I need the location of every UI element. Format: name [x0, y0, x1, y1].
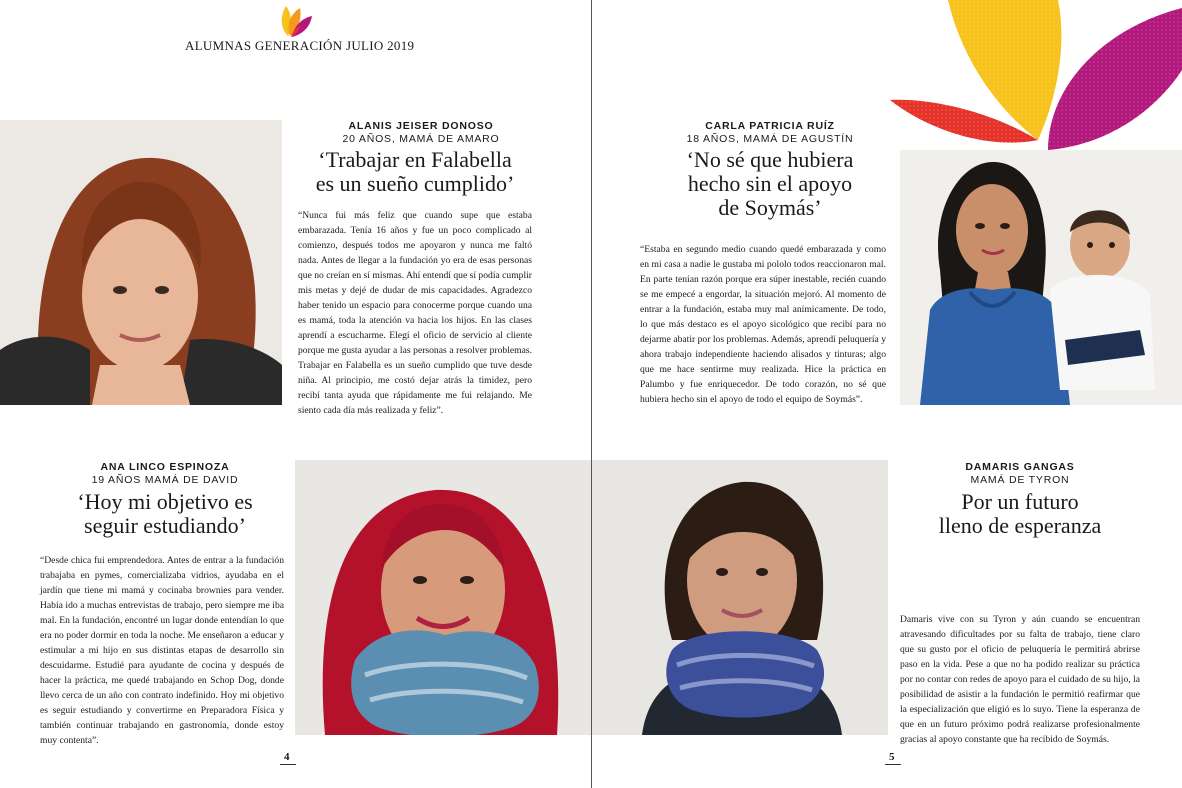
photo-alanis [0, 120, 282, 405]
profile-body: “Nunca fui más feliz que cuando supe que estaba embarazada. Tenía 16 años y fue un poco complicado al comienzo, después todos me apoyaron y nunca me faltó nada. Antes de llegar a la fundación yo era de esas personas que no creían en sí mismas. Ahí entendí que sí podía cumplir mis metas y dejé de dudar de mis capacidades. Agradezco haber tenido un espacio para conocerme porque cuando una es mamá, toda la atención va hacia los hijos. En las clases aprendí a escucharme. Elegí el oficio de servicio al cliente porque me gusta ayudar a las personas a resolver problemas. Trabajar en Falabella es un sueño cumplido que tuve desde niña. Al principio, me costó dejar atrás la timidez, pero recibí tanta ayuda que rápidamente me fui relajando. Me siento cada día más realizada y feliz”. [298, 210, 532, 416]
page-number-rule [280, 764, 296, 765]
page-number-rule [885, 764, 901, 765]
profile-headline: ‘No sé que hubiera hecho sin el apoyo de Soymás’ [686, 147, 854, 220]
page-number-left: 4 [284, 751, 290, 763]
profile-headline: ‘Hoy mi objetivo es seguir estudiando’ [77, 489, 253, 538]
profile-subtitle: 20 AÑOS, MAMÁ DE AMARO [342, 133, 500, 145]
profile-name: CARLA PATRICIA RUÍZ [705, 120, 835, 132]
photo-ana [295, 460, 591, 735]
section-header: ALUMNAS GENERACIÓN JULIO 2019 [185, 38, 415, 53]
soymas-logo-icon [276, 2, 316, 40]
profile-name: ALANIS JEISER DONOSO [348, 120, 494, 132]
page-number-right: 5 [889, 751, 895, 763]
profile-subtitle: 19 AÑOS MAMÁ DE DAVID [91, 474, 239, 486]
decorative-leaves-icon [888, 0, 1182, 150]
profile-name: ANA LINCO ESPINOZA [100, 461, 230, 473]
photo-damaris [592, 460, 888, 735]
profile-subtitle: 18 AÑOS, MAMÁ DE AGUSTÍN [686, 133, 854, 145]
profile-name: DAMARIS GANGAS [965, 461, 1075, 473]
profile-body: “Estaba en segundo medio cuando quedé embarazada y como en mi casa a nadie le gustaba mi pololo todos reaccionaron mal. En parte tenían razón porque era súper inestable, recién cuando se me empecé a engordar, la situación mejoró. Al momento de entrar a la fundación, estaba muy mal anímicamente. De todo, lo que más destaco es el apoyo sicológico que recibí para no dejarme abatir por los problemas. Además, aprendí peluquería y ahora trabajo independiente haciendo alisados y tinturas; algo que me hace sentirme muy realizada. Hice la práctica en Palumbo y fue enriquecedor. De todo corazón, no sé que hubiera hecho sin el apoyo de todo el equipo de Soymás”. [640, 244, 886, 405]
profile-headline: ‘Trabajar en Falabella es un sueño cumplido’ [315, 147, 515, 196]
profile-body: Damaris vive con su Tyron y aún cuando se encuentran atravesando dificultades por su falta de trabajo, tiene claro que su gusto por el oficio de peluquería le permitirá abrirse paso en la vida. Pese a que no ha podido realizar su práctica por no contar con redes de apoyo para el cuidado de su hijo, la posibilidad de asistir a la fundación le permitió reafirmar que la especialización que eligió es lo suyo. Tiene la esperanza de que en un futuro próximo podrá realizarse profesionalmente gracias al apoyo constante que ha recibido de Soymás. [900, 614, 1140, 745]
photo-carla [900, 150, 1182, 405]
profile-subtitle: MAMÁ DE TYRON [970, 474, 1070, 486]
profile-headline: Por un futuro lleno de esperanza [938, 489, 1102, 538]
profile-body: “Desde chica fui emprendedora. Antes de entrar a la fundación trabajaba en pymes, comercializaba vidrios, ayudaba en el jardín que tiene mi mamá y cocinaba brownies para vender. Había ido a muchas entrevistas de trabajo, pero siempre me iba mal. En la fundación, encontré un lugar donde entendían lo que era no poder dormir en toda la noche. Me enseñaron a educar y estimular a mi hijo en sus distintas etapas de desarrollo sin descuidarme. Estudié para ayudante de cocina y después de hacer la práctica, me quedé trabajando en Schop Dog, donde llevo cerca de un año con contrato indefinido. Hoy mi objetivo es seguir estudiando y convertirme en Preparadora Física y también continuar trabajando en gastronomía, donde estoy muy contenta”. [40, 555, 284, 746]
